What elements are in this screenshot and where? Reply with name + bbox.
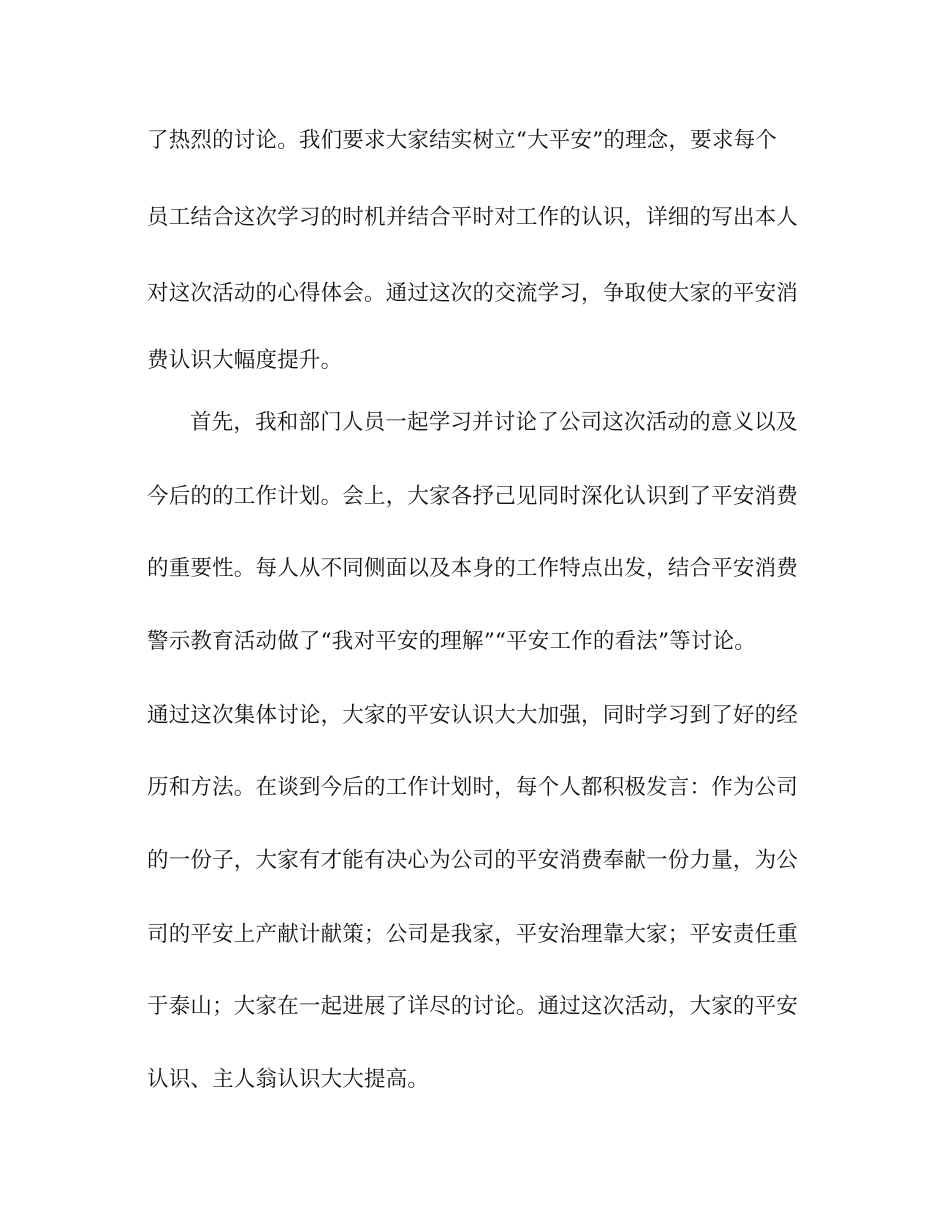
paragraph-first-line: 首先，我和部门人员一起学习并讨论了公司这次活动的意义以及 bbox=[190, 410, 798, 435]
text-line: 费认识大幅度提升。 bbox=[147, 348, 343, 373]
text-line: 员工结合这次学习的时机并结合平时对工作的认识，详细的写出本人 bbox=[147, 205, 799, 230]
text-line: 认识、主人翁认识大大提高。 bbox=[147, 1067, 430, 1092]
text-line: 今后的的工作计划。会上，大家各抒己见同时深化认识到了平安消费 bbox=[147, 484, 799, 509]
text-line: 通过这次集体讨论，大家的平安认识大大加强，同时学习到了好的经 bbox=[147, 703, 799, 728]
text-line: 警示教育活动做了“我对平安的理解”“平安工作的看法”等讨论。 bbox=[147, 629, 756, 654]
text-line: 司的平安上产献计献策；公司是我家，平安治理靠大家；平安责任重 bbox=[147, 922, 799, 947]
text-line: 了热烈的讨论。我们要求大家结实树立“大平安”的理念，要求每个 bbox=[147, 128, 777, 153]
text-line: 的一份子，大家有才能有决心为公司的平安消费奉献一份力量，为公 bbox=[147, 848, 799, 873]
text-line: 历和方法。在谈到今后的工作计划时，每个人都积极发言：作为公司 bbox=[147, 775, 799, 800]
text-line: 对这次活动的心得体会。通过这次的交流学习，争取使大家的平安消 bbox=[147, 281, 799, 306]
text-line: 于泰山；大家在一起进展了详尽的讨论。通过这次活动，大家的平安 bbox=[147, 994, 799, 1019]
text-line: 的重要性。每人从不同侧面以及本身的工作特点出发，结合平安消费 bbox=[147, 556, 799, 581]
